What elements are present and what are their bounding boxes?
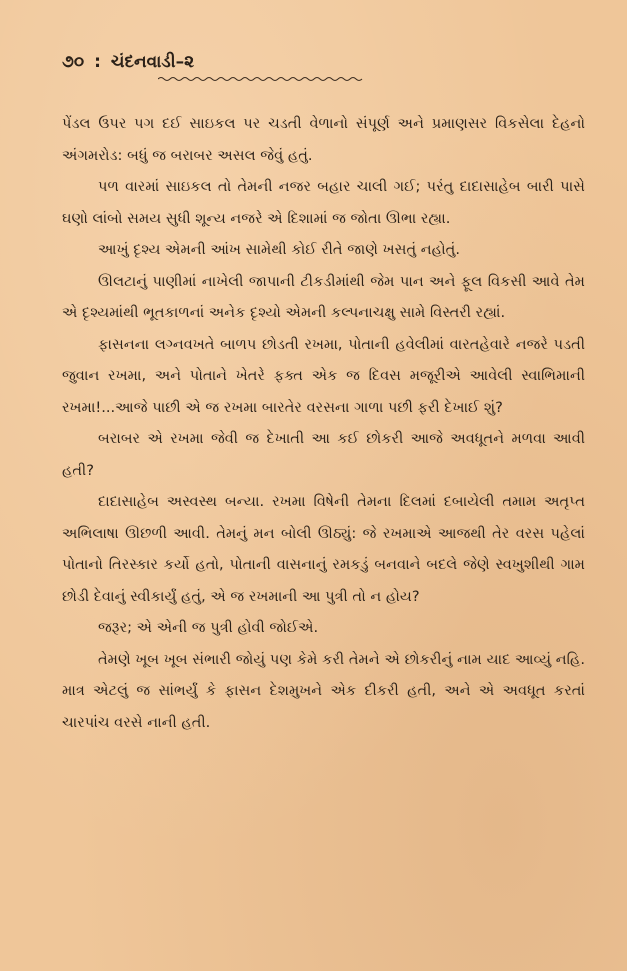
paragraph: જરૂર; એ એની જ પુત્રી હોવી જોઈએ. [98,619,319,636]
page-header [62,52,585,72]
paragraph: પેંડલ ઉપર પગ દઈ સાઇકલ પર ચડતી વેળાનો સંપૂર્ણ અને પ્રમાણસર વિકસેલા દેહનો અંગમરોડ: બધું જ બરાબર અસલ જેવું હતું. [62,115,585,164]
paragraph: ઊલટાનું પાણીમાં નાખેલી જાપાની ટીકડીમાંથી જેમ પાન અને ફૂલ વિકસી આવે તેમ એ દૃશ્યમાંથી ભૂતકાળનાં અનેક દૃશ્યો એમની કલ્પનાચક્ષુ સામે વિસ્તરી રહ્યાં. [62,272,585,321]
paragraph: તેમણે ખૂબ ખૂબ સંભારી જોયું પણ કેમે કરી તેમને એ છોકરીનું નામ યાદ આવ્યું નહિ. માત્ર એટલું જ સાંભર્યું કે ફાસન દેશમુખને એક દીકરી હતી, અને એ અવધૂત કરતાં ચારપાંચ વરસે નાની હતી. [62,650,585,731]
paragraph: ફાસનના લગ્નવખતે બાળપ છોડતી રખમા, પોતાની હવેલીમાં વારતહેવારે નજરે પડતી જુવાન રખમા, અને પોતાને ખેતરે ફક્ત એક જ દિવસ મજૂરીએ આવેલી સ્વાભિમાની રખમા!...આજે પાછી એ જ રખમા બારતેર વરસના ગાળા પછી ફરી દેખાઈ શું? [62,335,585,416]
decorative-wavy-rule [158,76,364,82]
book-title: ચંદનવાડી–૨ [110,52,195,72]
page-number: ૭૦ [62,52,85,72]
paragraph: બરાબર એ રખમા જેવી જ દેખાતી આ કઈ છોકરી આજે અવધૂતને મળવા આવી હતી? [62,430,585,479]
page-body [62,108,585,738]
paragraph: પળ વારમાં સાઇકલ તો તેમની નજર બહાર ચાલી ગઈ; પરંતુ દાદાસાહેબ બારી પાસે ઘણો લાંબો સમય સુધી શૂન્ય નજરે એ દિશામાં જ જોતા ઊભા રહ્યા. [62,178,585,227]
paragraph: દાદાસાહેબ અસ્વસ્થ બન્યા. રખમા વિષેની તેમના દિલમાં દબાયેલી તમામ અતૃપ્ત અભિલાષા ઊછળી આવી. તેમનું મન બોલી ઊઠ્યું: જે રખમાએ આજથી તેર વરસ પહેલાં પોતાનો તિરસ્કાર કર્યો હતો, પોતાની વાસનાનું રમકડું બનવાને બદલે જેણે સ્વખુશીથી ગામ છોડી દેવાનું સ્વીકાર્યું હતું, એ જ રખમાની આ પુત્રી તો ન હોય? [62,493,585,605]
paragraph: આખું દૃશ્ય એમની આંખ સામેથી કોઈ રીતે જાણે ખસતું નહોતું. [98,241,460,258]
header-separator: : [94,52,101,72]
